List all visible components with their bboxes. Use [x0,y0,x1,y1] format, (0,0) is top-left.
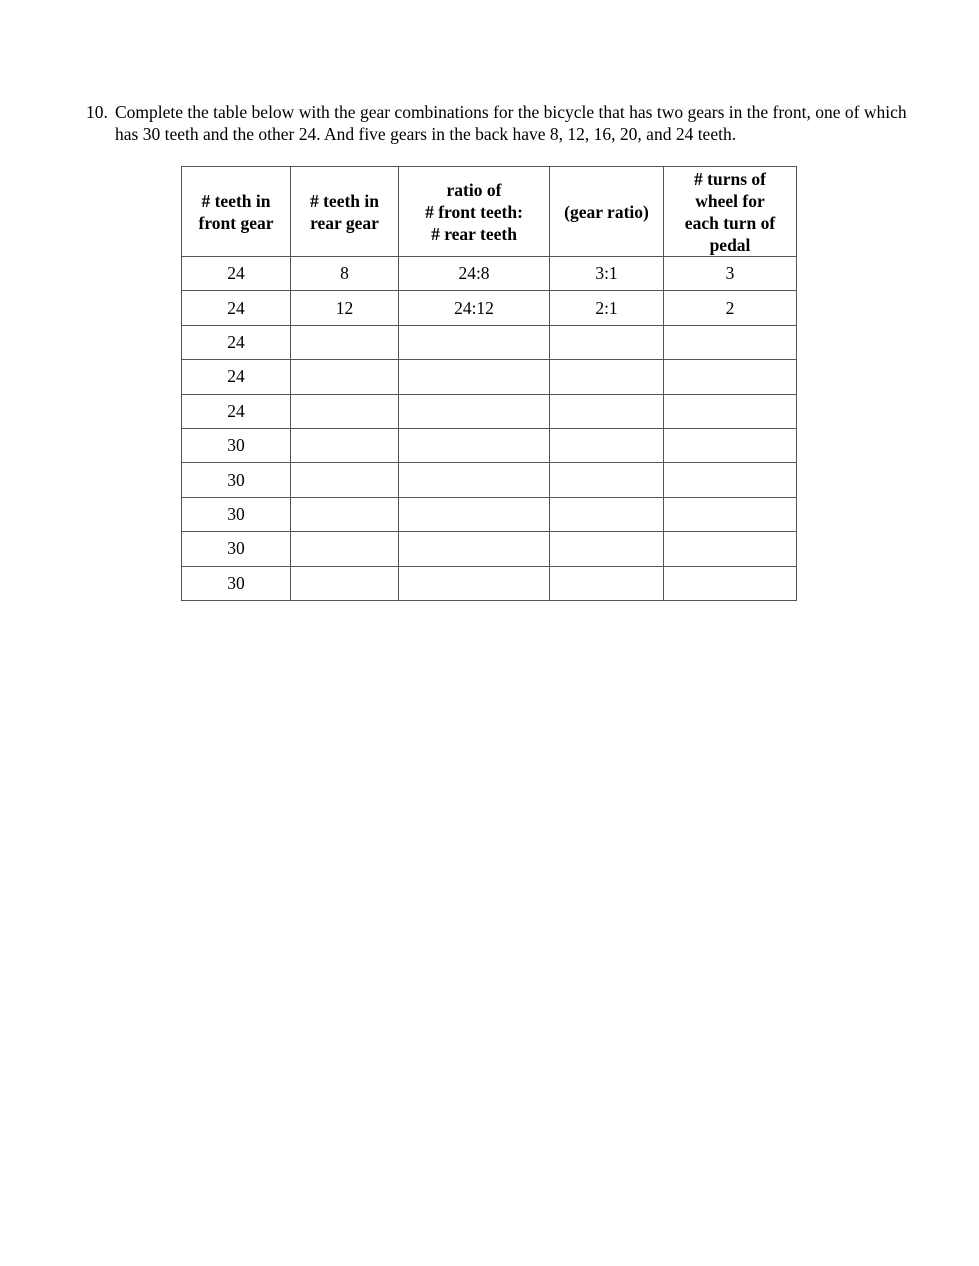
front-teeth-cell: 24 [182,360,291,394]
gear-ratio-cell[interactable]: 3:1 [550,257,664,291]
table-row [182,463,797,497]
rear-teeth-cell[interactable] [291,428,399,462]
rear-teeth-cell[interactable] [291,532,399,566]
table-row [182,291,797,325]
table-header-row [182,167,797,257]
header-teeth-ratio: ratio of # front teeth: # rear teeth [399,167,550,257]
teeth-ratio-cell[interactable] [399,394,550,428]
wheel-turns-cell[interactable] [664,497,797,531]
table-row [182,566,797,600]
teeth-ratio-cell[interactable]: 24:12 [399,291,550,325]
teeth-ratio-cell[interactable]: 24:8 [399,257,550,291]
question-text: Complete the table below with the gear combinations for the bicycle that has two gears in the front, one of which has 30 teeth and the other 24. And five gears in the back have 8, 12, 16, 20, and 24 teeth. [115,102,907,144]
rear-teeth-cell[interactable]: 12 [291,291,399,325]
teeth-ratio-cell[interactable] [399,428,550,462]
teeth-ratio-cell[interactable] [399,566,550,600]
rear-teeth-cell[interactable] [291,463,399,497]
teeth-ratio-cell[interactable] [399,360,550,394]
rear-teeth-cell[interactable] [291,566,399,600]
table-row [182,325,797,359]
front-teeth-cell: 30 [182,463,291,497]
question-prompt [86,101,926,145]
teeth-ratio-cell[interactable] [399,463,550,497]
gear-ratio-cell[interactable] [550,532,664,566]
wheel-turns-cell[interactable] [664,394,797,428]
table-row [182,428,797,462]
front-teeth-cell: 30 [182,566,291,600]
teeth-ratio-cell[interactable] [399,532,550,566]
rear-teeth-cell[interactable] [291,497,399,531]
table-row [182,497,797,531]
table-row [182,360,797,394]
front-teeth-cell: 30 [182,532,291,566]
header-gear-ratio: (gear ratio) [550,167,664,257]
gear-ratio-cell[interactable] [550,325,664,359]
wheel-turns-cell[interactable]: 3 [664,257,797,291]
front-teeth-cell: 30 [182,497,291,531]
front-teeth-cell: 24 [182,325,291,359]
wheel-turns-cell[interactable] [664,428,797,462]
gear-ratio-cell[interactable] [550,497,664,531]
header-rear-teeth: # teeth in rear gear [291,167,399,257]
wheel-turns-cell[interactable] [664,325,797,359]
rear-teeth-cell[interactable] [291,325,399,359]
front-teeth-cell: 24 [182,257,291,291]
rear-teeth-cell[interactable]: 8 [291,257,399,291]
gear-ratio-cell[interactable] [550,360,664,394]
table-row [182,394,797,428]
teeth-ratio-cell[interactable] [399,325,550,359]
front-teeth-cell: 24 [182,291,291,325]
wheel-turns-cell[interactable] [664,532,797,566]
gear-ratio-cell[interactable] [550,463,664,497]
gear-ratio-cell[interactable] [550,566,664,600]
question-number: 10. [86,102,108,122]
rear-teeth-cell[interactable] [291,394,399,428]
wheel-turns-cell[interactable] [664,463,797,497]
gear-ratio-cell[interactable] [550,428,664,462]
wheel-turns-cell[interactable]: 2 [664,291,797,325]
front-teeth-cell: 24 [182,394,291,428]
teeth-ratio-cell[interactable] [399,497,550,531]
rear-teeth-cell[interactable] [291,360,399,394]
wheel-turns-cell[interactable] [664,566,797,600]
header-front-teeth: # teeth in front gear [182,167,291,257]
gear-ratio-cell[interactable]: 2:1 [550,291,664,325]
front-teeth-cell: 30 [182,428,291,462]
wheel-turns-cell[interactable] [664,360,797,394]
header-wheel-turns: # turns of wheel for each turn of pedal [664,167,797,257]
gear-ratio-cell[interactable] [550,394,664,428]
table-row [182,257,797,291]
table-row [182,532,797,566]
gear-combinations-table [181,166,797,601]
